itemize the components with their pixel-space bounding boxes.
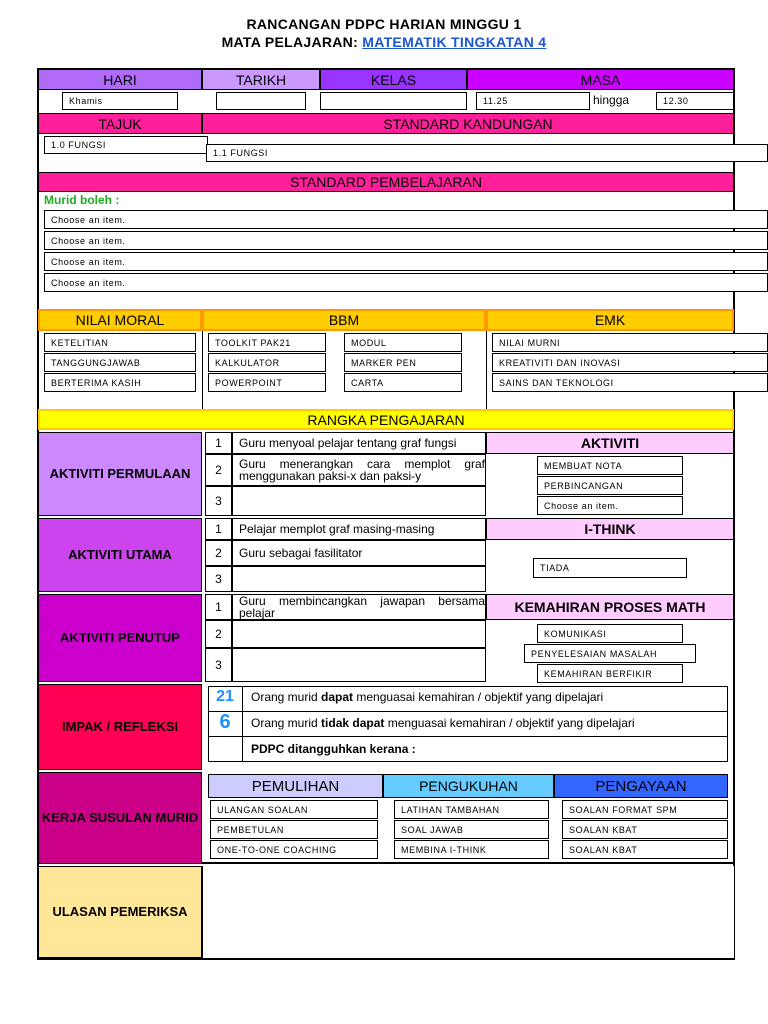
kelas-header: KELAS [320, 69, 467, 90]
emk-item-2[interactable]: KREATIVITI DAN INOVASI [492, 353, 768, 372]
utama-step-2[interactable]: Guru sebagai fasilitator [232, 540, 486, 566]
pengayaan-item-2[interactable]: SOALAN KBAT [562, 820, 728, 839]
pdpc-ditangguhkan: PDPC ditangguhkan kerana : [251, 742, 416, 756]
standard-kandungan-header: STANDARD KANDUNGAN [202, 113, 734, 134]
aktiviti-header: AKTIVITI [486, 432, 734, 454]
step-number: 2 [205, 620, 232, 648]
step-number: 2 [205, 540, 232, 566]
tajuk-header: TAJUK [38, 113, 202, 134]
penutup-step-1[interactable]: Guru membincangkan jawapan bersama pelajar [232, 594, 486, 620]
bbm-item-4[interactable]: MODUL [344, 333, 462, 352]
emk-header: EMK [486, 309, 734, 331]
impak-bold: tidak dapat [321, 716, 385, 730]
murid-boleh-label: Murid boleh : [44, 193, 120, 207]
pemulihan-item-3[interactable]: ONE-TO-ONE COACHING [210, 840, 378, 859]
pengayaan-item-3[interactable]: SOALAN KBAT [562, 840, 728, 859]
divider [208, 711, 728, 712]
aktiviti-item-1[interactable]: MEMBUAT NOTA [537, 456, 683, 475]
impak-text: menguasai kemahiran / objektif yang dipelajari [353, 690, 604, 704]
bbm-header: BBM [202, 309, 486, 331]
impak-bold: dapat [321, 690, 354, 704]
nilai-moral-item-1[interactable]: KETELITIAN [44, 333, 196, 352]
hingga-label: hingga [593, 93, 630, 107]
page-title: RANCANGAN PDPC HARIAN MINGGU 1 [246, 16, 522, 32]
pemulihan-item-1[interactable]: ULANGAN SOALAN [210, 800, 378, 819]
rangka-pengajaran-header: RANGKA PENGAJARAN [38, 409, 734, 430]
step-number: 1 [205, 518, 232, 540]
sp-item-1[interactable]: Choose an item. [44, 210, 768, 229]
emk-item-1[interactable]: NILAI MURNI [492, 333, 768, 352]
pengayaan-item-1[interactable]: SOALAN FORMAT SPM [562, 800, 728, 819]
step-number: 1 [205, 432, 232, 454]
impak-text: menguasai kemahiran / objektif yang dipelajari [384, 716, 635, 730]
hari-field[interactable]: Khamis [62, 92, 178, 110]
subject-link[interactable]: MATEMATIK TINGKATAN 4 [362, 34, 547, 50]
impak-refleksi-label: IMPAK / REFLEKSI [38, 684, 202, 770]
count-tidak-dapat[interactable]: 6 [219, 711, 231, 733]
impak-line-dapat [251, 690, 603, 704]
aktiviti-item-3[interactable]: Choose an item. [537, 496, 683, 515]
ulasan-pemeriksa-box[interactable] [202, 866, 734, 958]
kemahiran-item-1[interactable]: KOMUNIKASI [537, 624, 683, 643]
step-number: 1 [205, 594, 232, 620]
emk-item-3[interactable]: SAINS DAN TEKNOLOGI [492, 373, 768, 392]
permulaan-step-2[interactable]: Guru menerangkan cara memplot graf menggunakan paksi-x dan paksi-y [232, 454, 486, 486]
ulasan-pemeriksa-label: ULASAN PEMERIKSA [38, 866, 202, 958]
kelas-field[interactable] [320, 92, 467, 110]
pengukuhan-header: PENGUKUHAN [383, 774, 554, 798]
divider [486, 331, 487, 409]
divider [242, 686, 243, 762]
permulaan-step-3[interactable] [232, 486, 486, 516]
sp-item-4[interactable]: Choose an item. [44, 273, 768, 292]
bbm-item-5[interactable]: MARKER PEN [344, 353, 462, 372]
penutup-step-2[interactable] [232, 620, 486, 648]
masa-from-field[interactable]: 11.25 [476, 92, 590, 110]
pemulihan-header: PEMULIHAN [208, 774, 383, 798]
masa-header: MASA [467, 69, 734, 90]
bbm-item-1[interactable]: TOOLKIT PAK21 [208, 333, 326, 352]
impak-line-tidak-dapat [251, 716, 635, 730]
step-number: 2 [205, 454, 232, 486]
tajuk-field[interactable]: 1.0 FUNGSI [44, 136, 208, 154]
pemulihan-item-2[interactable]: PEMBETULAN [210, 820, 378, 839]
divider [208, 736, 728, 737]
sp-item-3[interactable]: Choose an item. [44, 252, 768, 271]
step-number: 3 [205, 648, 232, 682]
nilai-moral-header: NILAI MORAL [38, 309, 202, 331]
kemahiran-item-3[interactable]: KEMAHIRAN BERFIKIR [537, 664, 683, 683]
tarikh-field[interactable] [216, 92, 306, 110]
standard-kandungan-field[interactable]: 1.1 FUNGSI [206, 144, 768, 162]
divider [202, 331, 203, 409]
impak-text: Orang murid [251, 716, 322, 730]
nilai-moral-item-3[interactable]: BERTERIMA KASIH [44, 373, 196, 392]
utama-step-3[interactable] [232, 566, 486, 592]
pengukuhan-item-2[interactable]: SOAL JAWAB [394, 820, 549, 839]
aktiviti-utama-label: AKTIVITI UTAMA [38, 518, 202, 592]
hari-header: HARI [38, 69, 202, 90]
ithink-header: I-THINK [486, 518, 734, 540]
penutup-step-3[interactable] [232, 648, 486, 682]
sp-item-2[interactable]: Choose an item. [44, 231, 768, 250]
pengayaan-header: PENGAYAAN [554, 774, 728, 798]
impak-text: Orang murid [251, 690, 322, 704]
aktiviti-item-2[interactable]: PERBINCANGAN [537, 476, 683, 495]
pengukuhan-item-1[interactable]: LATIHAN TAMBAHAN [394, 800, 549, 819]
ithink-field[interactable]: TIADA [533, 558, 687, 578]
permulaan-step-1[interactable]: Guru menyoal pelajar tentang graf fungsi [232, 432, 486, 454]
aktiviti-permulaan-label: AKTIVITI PERMULAAN [38, 432, 202, 516]
utama-step-1[interactable]: Pelajar memplot graf masing-masing [232, 518, 486, 540]
count-dapat[interactable]: 21 [216, 688, 234, 705]
subject-line [0, 34, 768, 50]
kerja-susulan-label: KERJA SUSULAN MURID [38, 772, 202, 864]
nilai-moral-item-2[interactable]: TANGGUNGJAWAB [44, 353, 196, 372]
kemahiran-item-2[interactable]: PENYELESAIAN MASALAH [524, 644, 696, 663]
step-number: 3 [205, 566, 232, 592]
step-number: 3 [205, 486, 232, 516]
kemahiran-header: KEMAHIRAN PROSES MATH [486, 594, 734, 620]
standard-pembelajaran-header: STANDARD PEMBELAJARAN [38, 172, 734, 192]
pengukuhan-item-3[interactable]: MEMBINA I-THINK [394, 840, 549, 859]
subject-prefix: MATA PELAJARAN: [221, 34, 363, 50]
tarikh-header: TARIKH [202, 69, 320, 90]
bbm-item-2[interactable]: KALKULATOR [208, 353, 326, 372]
bbm-item-6[interactable]: CARTA [344, 373, 462, 392]
aktiviti-penutup-label: AKTIVITI PENUTUP [38, 594, 202, 682]
divider [202, 862, 734, 864]
bbm-item-3[interactable]: POWERPOINT [208, 373, 326, 392]
masa-to-field[interactable]: 12.30 [656, 92, 734, 110]
